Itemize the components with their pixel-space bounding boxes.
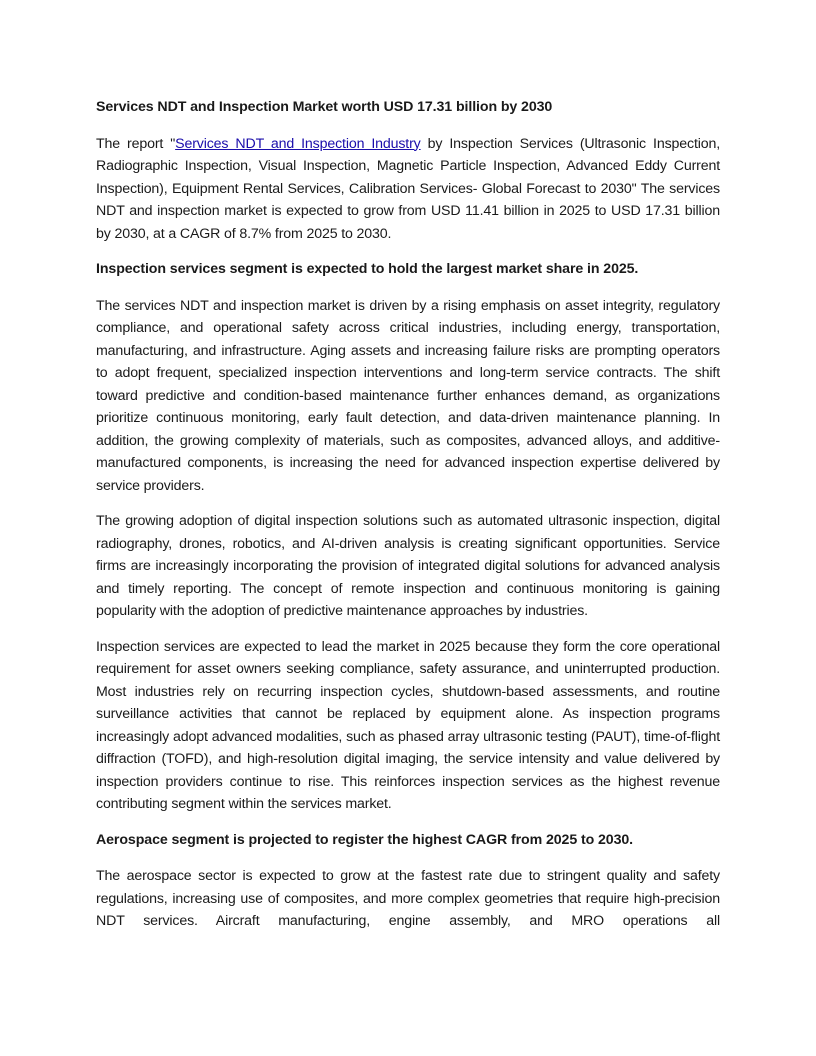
body-paragraph: The services NDT and inspection market is driven by a rising emphasis on asset integrity, regulatory compliance, and operational safety across critical industries, including energy, transportation, manufacturing, and infrastructure. Aging assets and increasing failure risks are prompting operators to adopt frequent, specialized inspection interventions and long-term service contracts. The shift toward predictive and condition-based maintenance further enhances demand, as organizations prioritize continuous monitoring, early fault detection, and data-driven maintenance planning. In addition, the growing complexity of materials, such as composites, advanced alloys, and additive-manufactured components, is increasing the need for advanced inspection expertise delivered by service providers. bbox=[96, 297, 720, 494]
document-page bbox=[96, 96, 720, 946]
intro-prefix: The report " bbox=[96, 135, 176, 152]
body-paragraph: The growing adoption of digital inspection solutions such as automated ultrasonic inspection, digital radiography, drones, robotics, and AI-driven analysis is creating significant opportunities. Service firms are increasingly incorporating the provision of integrated digital solutions for advanced analysis and timely reporting. The concept of remote inspection and continuous monitoring is gaining popularity with the adoption of predictive maintenance approaches by industries. bbox=[96, 513, 720, 619]
section-heading-aerospace: Aerospace segment is projected to register the highest CAGR from 2025 to 2030. bbox=[96, 831, 634, 848]
document-title: Services NDT and Inspection Market worth USD 17.31 billion by 2030 bbox=[96, 99, 553, 115]
section-heading-inspection: Inspection services segment is expected to hold the largest market share in 2025. bbox=[96, 261, 639, 277]
body-paragraph: The aerospace sector is expected to grow at the fastest rate due to stringent quality and safety regulations, increasing use of composites, and more complex geometries that require high-precision NDT services. Aircraft manufacturing, engine assembly, and MRO operations all bbox=[96, 868, 720, 929]
body-paragraph: Inspection services are expected to lead the market in 2025 because they form the core operational requirement for asset owners seeking compliance, safety assurance, and uninterrupted production. Most industries rely on recurring inspection cycles, shutdown-based assessments, and routine surveillance activities that cannot be replaced by equipment alone. As inspection programs increasingly adopt advanced modalities, such as phased array ultrasonic testing (PAUT), time-of-flight diffraction (TOFD), and high-resolution digital imaging, the service intensity and value delivered by inspection providers continue to rise. This reinforces inspection services as the highest revenue contributing segment within the services market. bbox=[96, 638, 720, 812]
intro-suffix: by Inspection Services (Ultrasonic Inspection, Radiographic Inspection, Visual Inspection, Magnetic Particle Inspection, Advanced Eddy Current Inspection), Equipment Rental Services, Calibration Services- Global Forecast to 2030" The services NDT and inspection market is expected to grow from USD 11.41 billion in 2025 to USD 17.31 billion by 2030, at a CAGR of 8.7% from 2025 to 2030. bbox=[96, 135, 721, 242]
report-link[interactable]: Services NDT and Inspection Industry bbox=[175, 135, 421, 152]
intro-paragraph bbox=[96, 133, 720, 246]
